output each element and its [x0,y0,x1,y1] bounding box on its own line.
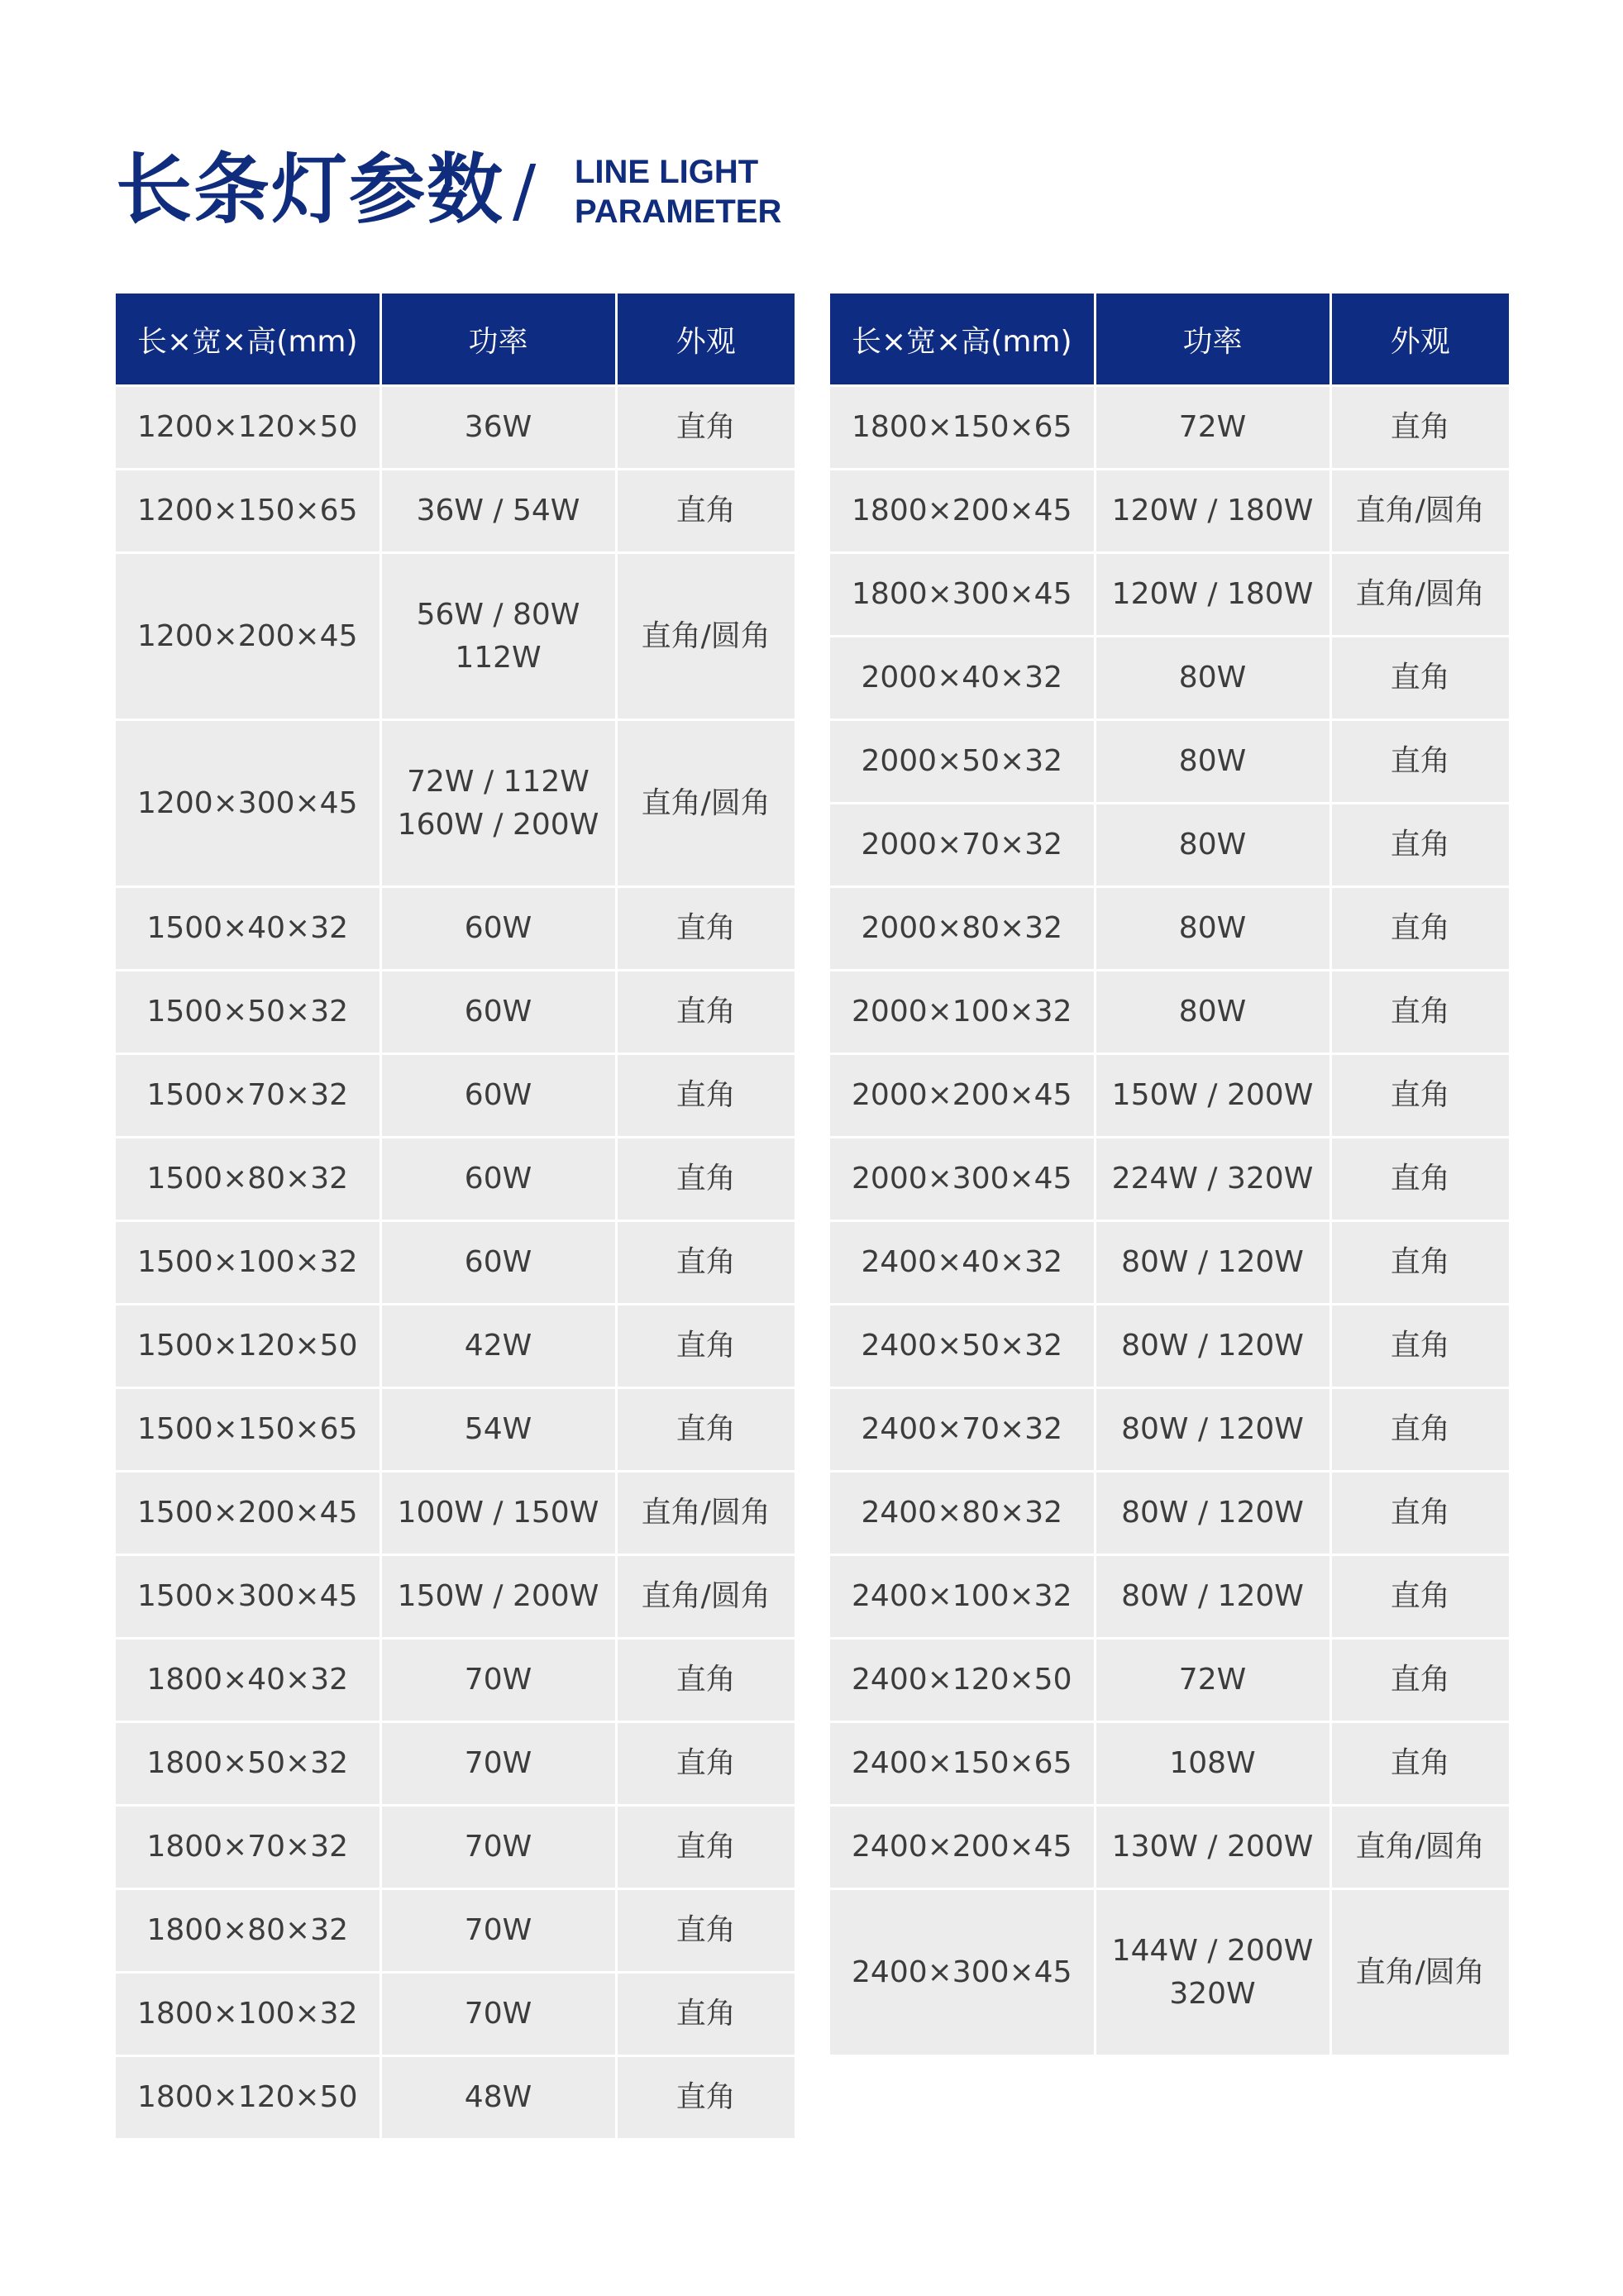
cell-dimensions: 1800×200×45 [830,470,1095,553]
power-value: 80W [1178,744,1247,778]
cell-appearance: 直角 [1330,1305,1509,1388]
cell-power [380,1388,616,1472]
table-row [116,553,795,720]
cell-dimensions: 1800×50×32 [116,1722,380,1806]
table-row [830,971,1509,1054]
cell-appearance: 直角 [1330,804,1509,887]
cell-appearance: 直角 [616,1973,795,2056]
title-en [575,152,806,232]
cell-appearance: 直角/圆角 [1330,470,1509,553]
table-row [116,971,795,1054]
header-dimensions: 长×宽×高(mm) [116,294,380,386]
cell-appearance: 直角 [1330,1054,1509,1138]
cell-power [1095,971,1330,1054]
cell-dimensions: 2400×150×65 [830,1722,1095,1806]
title-cn: 长条灯参数 [116,146,505,234]
table-row [830,1305,1509,1388]
cell-appearance: 直角 [1330,1722,1509,1806]
table-row [116,386,795,470]
table-row [830,1639,1509,1722]
cell-power [1095,386,1330,470]
power-value: 60W [464,1245,532,1279]
table-row [116,1472,795,1555]
power-value: 80W [1178,995,1247,1029]
cell-power [1095,804,1330,887]
table-header-row [116,294,795,386]
power-value: 54W [464,1412,532,1446]
cell-appearance: 直角 [1330,1221,1509,1305]
table-row [116,720,795,887]
cell-dimensions: 2400×200×45 [830,1806,1095,1889]
power-value: 160W / 200W [397,807,599,842]
cell-power [380,720,616,887]
cell-appearance: 直角 [616,1138,795,1221]
cell-dimensions: 2400×40×32 [830,1221,1095,1305]
table-row [116,1555,795,1639]
power-value: 150W / 200W [397,1579,599,1613]
cell-power [1095,720,1330,804]
cell-dimensions: 2400×50×32 [830,1305,1095,1388]
table-row [830,1555,1509,1639]
power-value: 60W [464,995,532,1029]
table-row [830,1472,1509,1555]
cell-dimensions: 2400×80×32 [830,1472,1095,1555]
power-value: 120W / 180W [1111,494,1314,527]
power-value: 80W / 120W [1121,1329,1304,1363]
table-row [116,470,795,553]
power-value: 80W [1178,828,1247,862]
cell-power [1095,553,1330,637]
table-row [830,720,1509,804]
cell-dimensions: 2400×300×45 [830,1889,1095,2055]
cell-appearance: 直角 [616,1221,795,1305]
cell-power [1095,470,1330,553]
cell-dimensions: 2000×40×32 [830,637,1095,720]
cell-power [1095,1806,1330,1889]
cell-power [380,2056,616,2139]
table-header-row [830,294,1509,386]
power-value: 80W [1178,661,1247,695]
power-value: 72W [1178,410,1247,444]
title-slash: / [513,150,537,231]
cell-power [1095,1722,1330,1806]
cell-appearance: 直角 [616,1388,795,1472]
power-value: 60W [464,1078,532,1112]
cell-appearance: 直角 [616,1305,795,1388]
table-row [116,1973,795,2056]
cell-power [1095,637,1330,720]
power-value: 70W [464,1913,532,1947]
table-row [830,1054,1509,1138]
cell-power [380,1221,616,1305]
cell-appearance: 直角/圆角 [616,720,795,887]
cell-dimensions: 1500×80×32 [116,1138,380,1221]
cell-appearance: 直角 [1330,1388,1509,1472]
power-value: 70W [464,1997,532,2031]
table-row [116,1388,795,1472]
cell-appearance: 直角 [1330,971,1509,1054]
header-power: 功率 [1095,294,1330,386]
cell-dimensions: 1800×70×32 [116,1806,380,1889]
table-row [116,1889,795,1973]
power-value: 144W / 200W [1111,1933,1314,1968]
table-row [830,386,1509,470]
cell-power [380,971,616,1054]
cell-appearance: 直角/圆角 [1330,553,1509,637]
cell-power [1095,1305,1330,1388]
cell-power [380,1555,616,1639]
table-row [116,1639,795,1722]
cell-dimensions: 2000×100×32 [830,971,1095,1054]
cell-appearance: 直角/圆角 [616,553,795,720]
power-value: 80W / 120W [1121,1496,1304,1530]
cell-power [380,1138,616,1221]
cell-dimensions: 1800×300×45 [830,553,1095,637]
cell-appearance: 直角 [616,386,795,470]
cell-power [1095,1138,1330,1221]
cell-dimensions: 1500×120×50 [116,1305,380,1388]
cell-dimensions: 1800×150×65 [830,386,1095,470]
cell-power [380,887,616,971]
cell-appearance: 直角 [1330,386,1509,470]
cell-appearance: 直角 [1330,1138,1509,1221]
power-value: 100W / 150W [397,1496,599,1530]
power-value: 108W [1169,1746,1256,1780]
cell-power [380,1639,616,1722]
table-row [830,1806,1509,1889]
cell-power [1095,1221,1330,1305]
table-row [830,1388,1509,1472]
table-row [830,1722,1509,1806]
cell-appearance: 直角/圆角 [616,1555,795,1639]
cell-dimensions: 1800×100×32 [116,1973,380,2056]
table-row [116,1722,795,1806]
cell-appearance: 直角 [616,887,795,971]
table-row [830,804,1509,887]
parameter-table-right [830,294,1509,2055]
cell-appearance: 直角 [1330,887,1509,971]
cell-appearance: 直角/圆角 [1330,1806,1509,1889]
cell-power [380,1054,616,1138]
power-value: 80W / 120W [1121,1412,1304,1446]
cell-power [380,553,616,720]
cell-appearance: 直角 [616,971,795,1054]
title-en-line1: LINE LIGHT [575,154,759,190]
cell-appearance: 直角/圆角 [616,1472,795,1555]
table-row [116,1054,795,1138]
cell-power [1095,1639,1330,1722]
power-value: 80W [1178,911,1247,945]
cell-dimensions: 2000×200×45 [830,1054,1095,1138]
cell-appearance: 直角 [616,1639,795,1722]
title-en-line2: PARAMETER [575,193,782,230]
power-value: 130W / 200W [1111,1830,1314,1864]
cell-power [380,386,616,470]
power-value: 80W / 120W [1121,1579,1304,1613]
power-value: 80W / 120W [1121,1245,1304,1279]
table-row [116,2056,795,2139]
cell-dimensions: 1200×120×50 [116,386,380,470]
cell-dimensions: 1800×40×32 [116,1639,380,1722]
cell-power [380,1806,616,1889]
table-row [830,1138,1509,1221]
cell-dimensions: 2400×70×32 [830,1388,1095,1472]
power-value: 224W / 320W [1111,1162,1314,1196]
cell-appearance: 直角 [616,1054,795,1138]
cell-appearance: 直角 [616,2056,795,2139]
table-row [830,470,1509,553]
power-value: 60W [464,1162,532,1196]
table-row [116,1138,795,1221]
cell-power [1095,1054,1330,1138]
cell-dimensions: 1500×150×65 [116,1388,380,1472]
cell-appearance: 直角 [616,1722,795,1806]
cell-dimensions: 1800×80×32 [116,1889,380,1973]
power-value: 72W / 112W [407,764,590,799]
cell-power [1095,1388,1330,1472]
cell-power [380,1472,616,1555]
cell-power [1095,1555,1330,1639]
header-appearance: 外观 [1330,294,1509,386]
cell-appearance: 直角 [1330,720,1509,804]
cell-power [1095,1889,1330,2055]
cell-dimensions: 2000×70×32 [830,804,1095,887]
cell-dimensions: 2000×300×45 [830,1138,1095,1221]
power-value: 120W / 180W [1111,577,1314,611]
power-value: 36W [464,410,532,444]
cell-dimensions: 1200×300×45 [116,720,380,887]
table-row [830,1221,1509,1305]
table-row [830,1889,1509,2055]
table-row [116,1221,795,1305]
cell-power [380,1889,616,1973]
cell-dimensions: 1800×120×50 [116,2056,380,2139]
table-row [116,887,795,971]
power-value: 70W [464,1746,532,1780]
power-value: 320W [1169,1976,1256,2011]
cell-power [380,470,616,553]
cell-dimensions: 1500×100×32 [116,1221,380,1305]
cell-dimensions: 1200×150×65 [116,470,380,553]
cell-appearance: 直角 [616,1806,795,1889]
table-row [830,637,1509,720]
header-dimensions: 长×宽×高(mm) [830,294,1095,386]
power-value: 112W [455,640,542,675]
power-value: 36W / 54W [416,494,580,527]
table-row [116,1806,795,1889]
cell-appearance: 直角/圆角 [1330,1889,1509,2055]
cell-appearance: 直角 [1330,1639,1509,1722]
cell-appearance: 直角 [1330,637,1509,720]
cell-appearance: 直角 [616,1889,795,1973]
cell-dimensions: 1500×40×32 [116,887,380,971]
cell-appearance: 直角 [616,470,795,553]
power-value: 72W [1178,1663,1247,1697]
cell-dimensions: 2400×100×32 [830,1555,1095,1639]
cell-power [1095,1472,1330,1555]
cell-power [380,1973,616,2056]
table-row [830,887,1509,971]
table-row [830,553,1509,637]
power-value: 48W [464,2080,532,2114]
power-value: 42W [464,1329,532,1363]
power-value: 70W [464,1830,532,1864]
parameter-table-left [116,294,795,2138]
cell-dimensions: 1500×200×45 [116,1472,380,1555]
header-power: 功率 [380,294,616,386]
cell-dimensions: 2400×120×50 [830,1639,1095,1722]
cell-appearance: 直角 [1330,1555,1509,1639]
cell-appearance: 直角 [1330,1472,1509,1555]
cell-dimensions: 2000×50×32 [830,720,1095,804]
power-value: 60W [464,911,532,945]
power-value: 70W [464,1663,532,1697]
header-appearance: 外观 [616,294,795,386]
cell-power [380,1722,616,1806]
power-value: 150W / 200W [1111,1078,1314,1112]
cell-power [1095,887,1330,971]
cell-dimensions: 1500×70×32 [116,1054,380,1138]
table-row [116,1305,795,1388]
cell-power [380,1305,616,1388]
cell-dimensions: 1500×50×32 [116,971,380,1054]
cell-dimensions: 2000×80×32 [830,887,1095,971]
power-value: 56W / 80W [416,597,580,632]
cell-dimensions: 1500×300×45 [116,1555,380,1639]
cell-dimensions: 1200×200×45 [116,553,380,720]
